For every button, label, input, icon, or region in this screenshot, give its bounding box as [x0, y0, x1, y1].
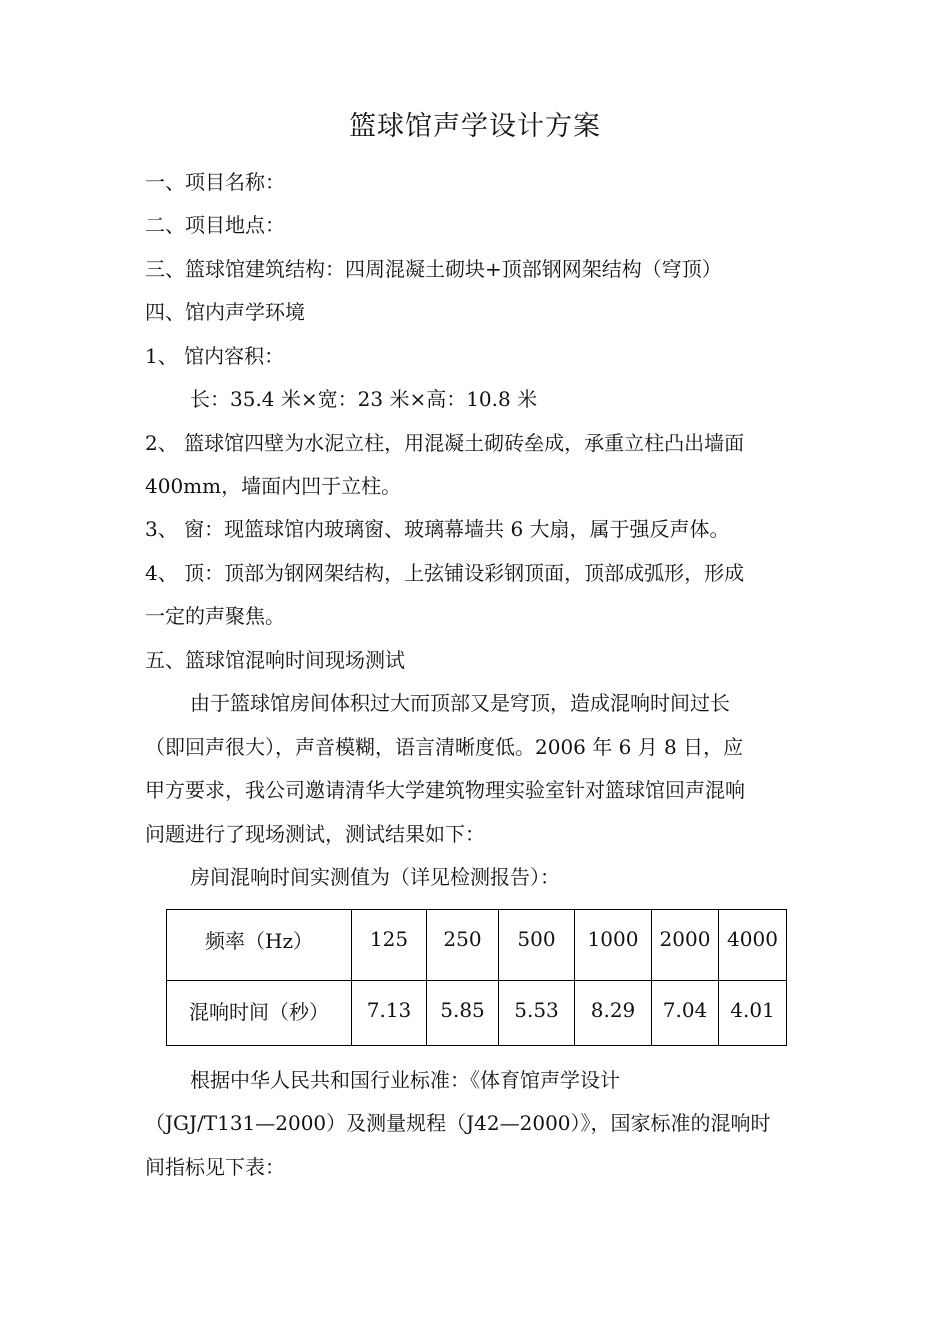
table-cell: 7.13: [352, 981, 427, 1046]
table-cell: 4.01: [719, 981, 787, 1046]
table-cell: 1000: [575, 910, 652, 981]
subitem-roof: 4、 顶：顶部为钢网架结构，上弦铺设彩钢顶面，顶部成弧形，形成: [145, 561, 745, 585]
volume-dimensions: 长：35.4 米×宽：23 米×高：10.8 米: [190, 387, 538, 411]
item-project-name: 一、项目名称：: [145, 170, 285, 194]
standard-line-3: 间指标见下表：: [145, 1155, 285, 1179]
subitem-windows: 3、 窗：现篮球馆内玻璃窗、玻璃幕墙共 6 大扇，属于强反声体。: [145, 517, 730, 541]
reverb-table: [166, 909, 787, 1046]
table-cell: 7.04: [652, 981, 719, 1046]
table-cell: 8.29: [575, 981, 652, 1046]
table-cell: 500: [499, 910, 575, 981]
table-cell: 125: [352, 910, 427, 981]
table-row-reverb-time: [167, 981, 787, 1046]
paragraph-line-3: 甲方要求，我公司邀请清华大学建筑物理实验室针对篮球馆回声混响: [145, 778, 745, 802]
item-project-location: 二、项目地点：: [145, 213, 285, 237]
standard-line-2: （JGJ/T131—2000）及测量规程（J42—2000）》，国家标准的混响时: [145, 1111, 771, 1135]
table-cell: 5.85: [427, 981, 499, 1046]
subitem-walls: 2、 篮球馆四壁为水泥立柱，用混凝土砌砖垒成，承重立柱凸出墙面: [145, 431, 745, 455]
table-row-frequency: [167, 910, 787, 981]
document-title: 篮球馆声学设计方案: [349, 111, 601, 142]
standard-line-1: 根据中华人民共和国行业标准：《体育馆声学设计: [190, 1068, 620, 1092]
table-cell: 250: [427, 910, 499, 981]
table-cell: 5.53: [499, 981, 575, 1046]
table-header-cell: 频率（Hz）: [167, 910, 352, 981]
subitem-roof-cont: 一定的声聚焦。: [145, 604, 285, 628]
table-caption: 房间混响时间实测值为（详见检测报告）：: [190, 865, 560, 889]
paragraph-line-1: 由于篮球馆房间体积过大而顶部又是穹顶，造成混响时间过长: [190, 691, 730, 715]
item-building-structure: 三、篮球馆建筑结构：四周混凝土砌块+顶部钢网架结构（穹顶）: [145, 257, 722, 281]
item-reverb-test: 五、篮球馆混响时间现场测试: [145, 648, 405, 672]
table-cell: 4000: [719, 910, 787, 981]
item-acoustic-environment: 四、馆内声学环境: [145, 300, 305, 324]
subitem-walls-cont: 400mm，墙面内凹于立柱。: [145, 474, 402, 498]
paragraph-line-4: 问题进行了现场测试，测试结果如下：: [145, 822, 485, 846]
subitem-volume: 1、 馆内容积：: [145, 344, 285, 368]
paragraph-line-2: （即回声很大），声音模糊，语言清晰度低。2006 年 6 月 8 日，应: [145, 735, 744, 759]
table-header-cell: 混响时间（秒）: [167, 981, 352, 1046]
table-cell: 2000: [652, 910, 719, 981]
